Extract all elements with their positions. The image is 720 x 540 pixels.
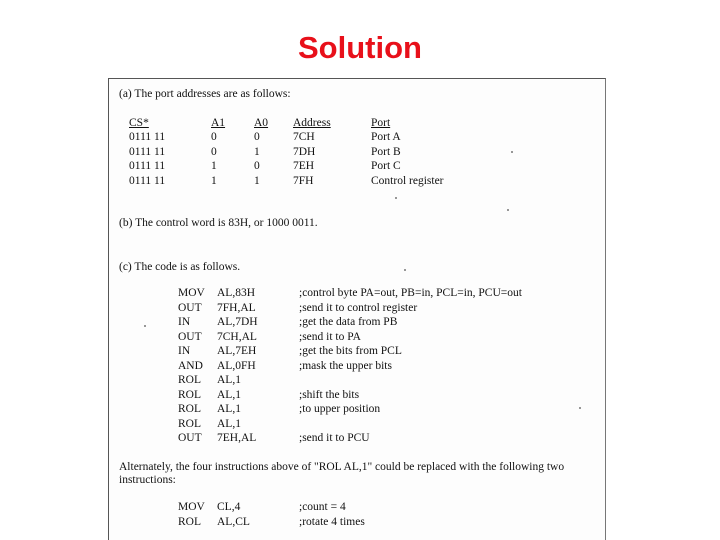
code-operand: AL,7EH (217, 345, 257, 357)
slide-title: Solution (298, 30, 422, 65)
cell-cs: 0111 11 (129, 174, 166, 187)
scan-speck (404, 269, 406, 271)
cell-port: Port A (371, 131, 401, 143)
header-a1: A1 (211, 117, 226, 129)
cell-a0: 1 (254, 145, 260, 158)
code-operand: AL,1 (217, 374, 241, 386)
header-address: Address (293, 117, 331, 129)
cell-cs: 0111 11 (129, 145, 166, 158)
code-operand: AL,CL (217, 515, 250, 528)
cell-address: 7EH (293, 160, 315, 172)
code-operand: 7FH,AL (217, 301, 256, 314)
code-opcode: OUT (178, 432, 202, 444)
code-opcode: MOV (178, 501, 205, 513)
code-operand: AL,1 (217, 388, 241, 401)
code-comment: ;send it to PA (299, 330, 361, 343)
cell-address: 7FH (293, 174, 314, 187)
code-operand: AL,1 (217, 403, 241, 415)
cell-port: Control register (371, 174, 444, 187)
cell-cs: 0111 11 (129, 131, 166, 143)
cell-port: Port B (371, 145, 401, 158)
part-c-intro: (c) The code is as follows. (119, 261, 241, 273)
code-operand: 7EH,AL (217, 432, 257, 444)
code-opcode: ROL (178, 403, 201, 415)
cell-a0: 1 (254, 174, 260, 187)
header-a0: A0 (254, 117, 269, 129)
code-comment: ;to upper position (299, 403, 381, 415)
alternate-note-line2: instructions: (119, 474, 176, 486)
cell-a1: 1 (211, 160, 217, 172)
code-operand: AL,7DH (217, 316, 258, 328)
cell-port: Port C (371, 160, 401, 172)
code-opcode: MOV (178, 287, 205, 299)
code-operand: AL,0FH (217, 359, 256, 372)
scanned-solution-page (108, 78, 606, 540)
code-comment: ;get the data from PB (299, 316, 398, 328)
code-opcode: IN (178, 345, 191, 357)
code-opcode: ROL (178, 417, 201, 430)
scan-speck (144, 325, 146, 327)
code-opcode: AND (178, 359, 203, 372)
code-opcode: IN (178, 316, 191, 328)
code-comment: ;control byte PA=out, PB=in, PCL=in, PCU=out (299, 287, 522, 299)
part-a-intro: (a) The port addresses are as follows: (119, 88, 291, 100)
cell-a1: 0 (211, 131, 217, 143)
cell-a1: 0 (211, 145, 217, 158)
scan-speck (511, 151, 513, 153)
part-b-text: (b) The control word is 83H, or 1000 0011. (119, 217, 318, 229)
code-opcode: ROL (178, 515, 201, 528)
cell-address: 7CH (293, 131, 315, 143)
header-port: Port (371, 117, 391, 129)
code-comment: ;send it to control register (299, 301, 418, 314)
cell-a0: 0 (254, 160, 260, 172)
code-operand: AL,83H (217, 287, 256, 299)
code-comment: ;mask the upper bits (299, 359, 392, 372)
header-cs: CS* (129, 117, 149, 129)
code-comment: ;shift the bits (299, 388, 360, 401)
code-opcode: OUT (178, 330, 202, 343)
code-operand: AL,1 (217, 417, 241, 430)
code-comment: ;rotate 4 times (299, 515, 365, 528)
code-opcode: ROL (178, 388, 201, 401)
code-comment: ;count = 4 (299, 501, 346, 513)
scan-speck (579, 407, 581, 409)
code-comment: ;send it to PCU (299, 432, 370, 444)
code-operand: CL,4 (217, 501, 241, 513)
cell-address: 7DH (293, 145, 316, 158)
scan-speck (507, 209, 509, 211)
scan-speck (395, 197, 397, 199)
cell-a1: 1 (211, 174, 217, 187)
cell-cs: 0111 11 (129, 160, 166, 172)
code-operand: 7CH,AL (217, 330, 257, 343)
code-comment: ;get the bits from PCL (299, 345, 402, 357)
code-opcode: OUT (178, 301, 202, 314)
alternate-note-line1: Alternately, the four instructions above of "ROL AL,1" could be replaced with the following two (119, 461, 565, 473)
code-opcode: ROL (178, 374, 201, 386)
cell-a0: 0 (254, 131, 260, 143)
